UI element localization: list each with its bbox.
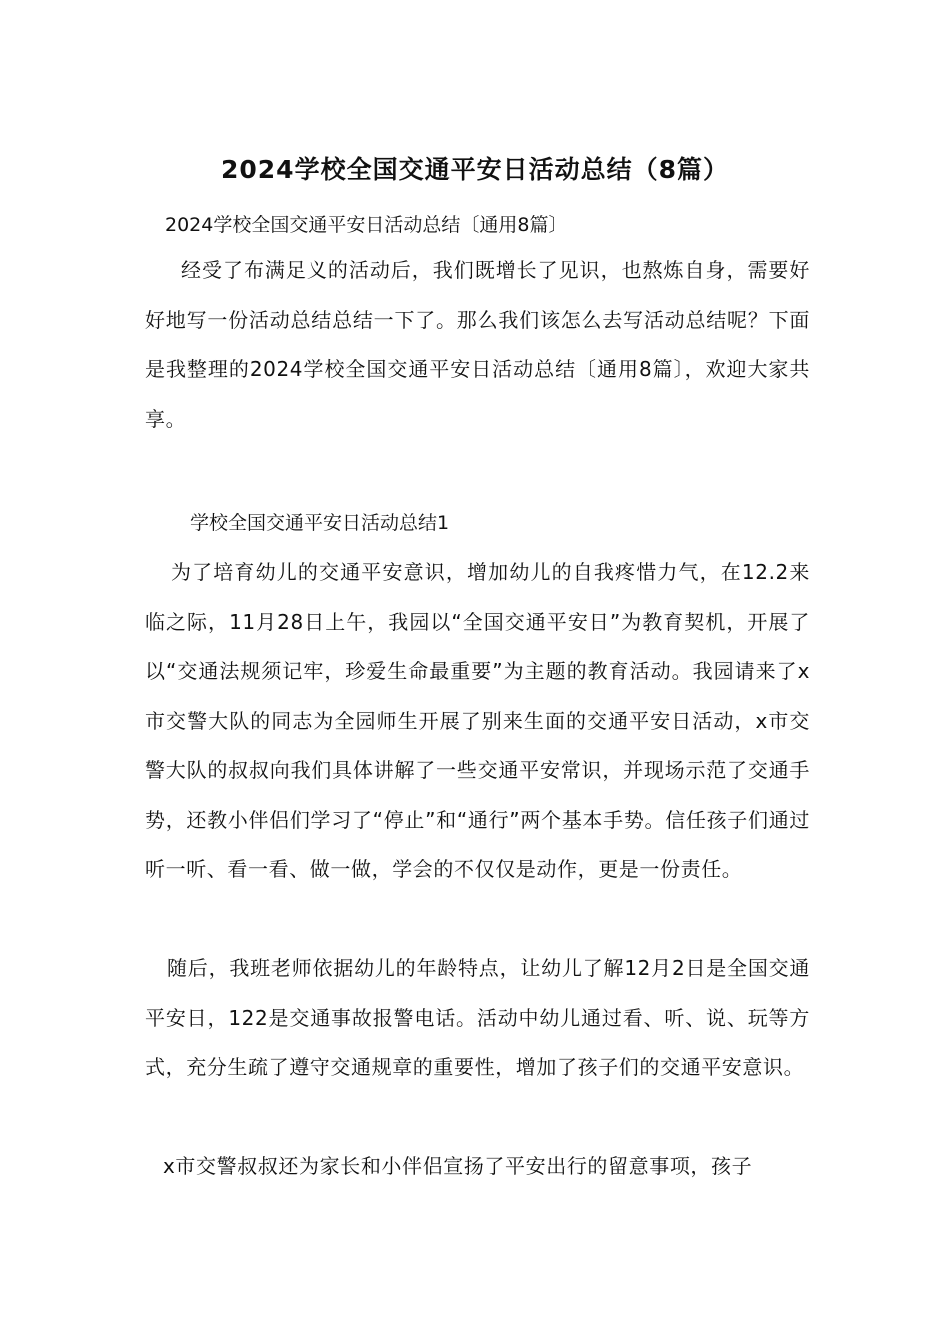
intro-paragraph: 经受了布满足义的活动后，我们既增长了见识，也熬炼自身，需要好好地写一份活动总结总结一下了。那么我们该怎么去写活动总结呢？下面是我整理的2024学校全国交通平安日活动总结〔通用8篇〕，欢迎大家共享。	[145, 258, 810, 431]
body-paragraph: x市交警叔叔还为家长和小伴侣宣扬了平安出行的留意事项，孩子	[163, 1154, 753, 1178]
section-heading: 学校全国交通平安日活动总结1	[190, 512, 450, 534]
document-subtitle: 2024学校全国交通平安日活动总结〔通用8篇〕	[165, 214, 568, 236]
body-paragraph: 随后，我班老师依据幼儿的年龄特点，让幼儿了解12月2日是全国交通平安日，122是交通事故报警电话。活动中幼儿通过看、听、说、玩等方式，充分生疏了遵守交通规章的重要性，增加了孩子们的交通平安意识。	[145, 956, 810, 1079]
body-paragraph: 为了培育幼儿的交通平安意识，增加幼儿的自我疼惜力气，在12.2来临之际，11月28日上午，我园以“全国交通平安日”为教育契机，开展了以“交通法规须记牢，珍爱生命最重要”为主题的教育活动。我园请来了x市交警大队的同志为全园师生开展了别来生面的交通平安日活动，x市交警大队的叔叔向我们具体讲解了一些交通平安常识，并现场示范了交通手势，还教小伴侣们学习了“停止”和“通行”两个基本手势。信任孩子们通过听一听、看一看、做一做，学会的不仅仅是动作，更是一份责任。	[145, 560, 810, 881]
document-title: 2024学校全国交通平安日活动总结（8篇）	[221, 155, 729, 184]
